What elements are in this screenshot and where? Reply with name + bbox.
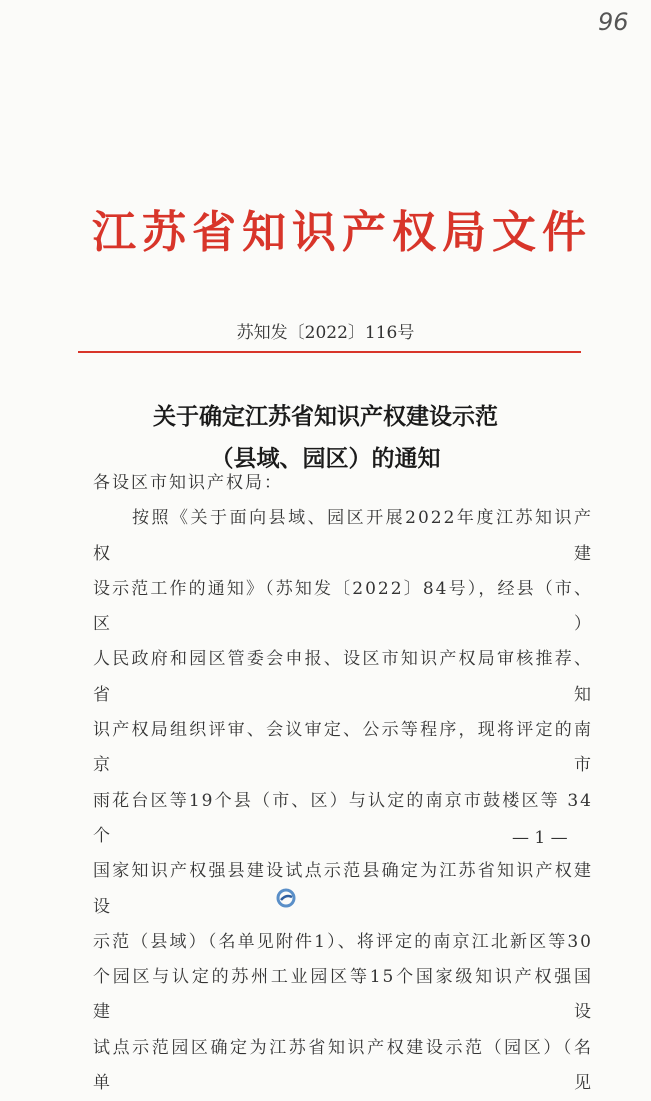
- issuer-title-char: 苏: [142, 207, 186, 258]
- body-line: 人民政府和园区管委会申报、设区市知识产权局审核推荐、省知: [93, 649, 593, 705]
- body-line: 试点示范园区确定为江苏省知识产权建设示范（园区）（名单见: [93, 1037, 593, 1094]
- issuer-title-char: 局: [442, 207, 486, 258]
- issuer-title-char: 识: [292, 207, 336, 258]
- issuer-title-char: 文: [492, 207, 536, 258]
- issuer-title-char: 产: [342, 207, 386, 258]
- issuer-title-char: 件: [542, 207, 586, 258]
- red-divider: [78, 351, 581, 353]
- body-line: 国家知识产权强县建设试点示范县确定为江苏省知识产权建设: [93, 861, 593, 917]
- heading-line-2: （县域、园区）的通知: [210, 445, 441, 472]
- handwritten-page-number: 96: [598, 8, 629, 36]
- body-line: 示范（县域）（名单见附件1）、将评定的南京江北新区等30: [93, 931, 593, 952]
- page-number: — 1 —: [512, 828, 568, 848]
- body-line: 雨花台区等19个县（市、区）与认定的南京市鼓楼区等 34个: [93, 790, 593, 846]
- body-line: 个园区与认定的苏州工业园区等15个国家级知识产权强国建设: [93, 967, 593, 1023]
- issuer-title-char: 权: [392, 207, 436, 258]
- document-body: [93, 466, 593, 1101]
- body-line: 设示范工作的通知》（苏知发〔2022〕84号），经县（市、区）: [93, 578, 593, 635]
- body-line: 按照《关于面向县域、园区开展2022年度江苏知识产权建: [93, 508, 593, 564]
- document-number: 苏知发〔2022〕116号: [236, 323, 415, 343]
- salutation: 各设区市知识产权局：: [93, 473, 283, 493]
- body-line: 识产权局组织评审、会议审定、公示等程序，现将评定的南京市: [93, 720, 593, 776]
- issuer-title-char: 知: [242, 207, 286, 258]
- issuer-title: [92, 200, 586, 266]
- watermark-logo-icon: [276, 888, 296, 908]
- issuer-title-char: 省: [192, 207, 236, 258]
- issuer-title-char: 江: [92, 207, 136, 258]
- heading-line-1: 关于确定江苏省知识产权建设示范: [153, 403, 498, 430]
